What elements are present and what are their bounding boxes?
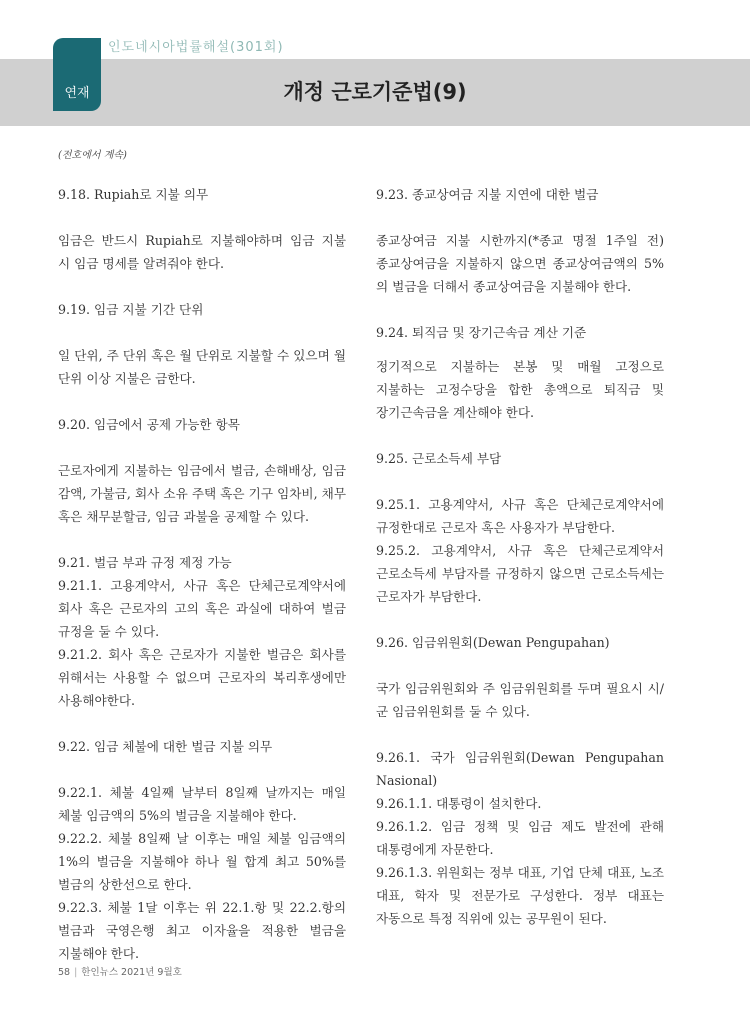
spacer xyxy=(58,390,346,413)
spacer xyxy=(376,654,664,677)
paragraph: 9.25.2. 고용계약서, 사규 혹은 단체근로계약서 근로소득세 부담자를 규정하지 않으면 근로소득세는 근로자가 부담한다. xyxy=(376,543,664,604)
section-heading: 9.19. 임금 지불 기간 단위 xyxy=(58,302,204,317)
section-heading: 9.18. Rupiah로 지불 의무 xyxy=(58,187,209,202)
paragraph: 9.26.1.1. 대통령이 설치한다. xyxy=(376,796,542,811)
paragraph: 9.26.1.3. 위원회는 정부 대표, 기업 단체 대표, 노조 대표, 학자 및 전문가로 구성한다. 정부 대표는 자동으로 특정 직위에 있는 공무원이 된다. xyxy=(376,865,664,926)
left-column xyxy=(58,183,346,965)
paragraph: 임금은 반드시 Rupiah로 지불해야하며 임금 지불 시 임금 명세를 알려줘야 한다. xyxy=(58,233,346,271)
paragraph: 일 단위, 주 단위 혹은 월 단위로 지불할 수 있으며 월 단위 이상 지불은 금한다. xyxy=(58,348,346,386)
spacer xyxy=(58,712,346,735)
spacer xyxy=(376,344,664,355)
page-footer xyxy=(58,964,182,978)
paragraph: 9.26.1. 국가 임금위원회(Dewan Pengupahan Nasional) xyxy=(376,750,664,788)
series-badge-label: 연재 xyxy=(64,86,90,101)
spacer xyxy=(376,206,664,229)
spacer xyxy=(376,298,664,321)
page-title: 개정 근로기준법(9) xyxy=(283,80,467,104)
spacer xyxy=(58,758,346,781)
spacer xyxy=(58,528,346,551)
paragraph: 9.21.2. 회사 혹은 근로자가 지불한 벌금은 회사를 위해서는 사용할 수 없으며 근로자의 복리후생에만 사용해야한다. xyxy=(58,647,346,708)
series-label: 인도네시아법률해설(301회) xyxy=(108,40,284,55)
section-heading: 9.25. 근로소득세 부담 xyxy=(376,451,502,466)
paragraph: 종교상여금 지불 시한까지(*종교 명절 1주일 전) 종교상여금을 지불하지 않으면 종교상여금액의 5%의 벌금을 더해서 종교상여금을 지불해야 한다. xyxy=(376,233,664,294)
continued-note: (전호에서 계속) xyxy=(58,150,127,161)
section-heading: 9.23. 종교상여금 지불 지연에 대한 벌금 xyxy=(376,187,599,202)
spacer xyxy=(376,424,664,447)
spacer xyxy=(376,723,664,746)
paragraph: 9.21.1. 고용계약서, 사규 혹은 단체근로계약서에 회사 혹은 근로자의 고의 혹은 과실에 대하여 벌금 규정을 둘 수 있다. xyxy=(58,578,346,639)
spacer xyxy=(58,206,346,229)
spacer xyxy=(58,275,346,298)
page-number: 58 xyxy=(58,967,71,978)
footer-divider: | xyxy=(74,967,78,978)
publication-name: 한인뉴스 2021년 9월호 xyxy=(81,967,182,978)
section-heading: 9.24. 퇴직금 및 장기근속금 계산 기준 xyxy=(376,325,587,340)
spacer xyxy=(58,436,346,459)
paragraph: 정기적으로 지불하는 본봉 및 매월 고정으로 지불하는 고정수당을 합한 총액으로 퇴직금 및 장기근속금을 계산해야 한다. xyxy=(376,359,664,420)
paragraph: 9.22.2. 체불 8일째 날 이후는 매일 체불 임금액의 1%의 벌금을 지불해야 하나 월 합계 최고 50%를 벌금의 상한선으로 한다. xyxy=(58,831,346,892)
spacer xyxy=(376,470,664,493)
section-heading: 9.20. 임금에서 공제 가능한 항목 xyxy=(58,417,240,432)
paragraph: 근로자에게 지불하는 임금에서 벌금, 손해배상, 임금 감액, 가불금, 회사 소유 주택 혹은 기구 임차비, 채무 혹은 채무분할금, 임금 과불을 공제할 수 있다. xyxy=(58,463,346,524)
section-heading: 9.22. 임금 체불에 대한 벌금 지불 의무 xyxy=(58,739,273,754)
spacer xyxy=(376,608,664,631)
paragraph: 9.25.1. 고용계약서, 사규 혹은 단체근로계약서에 규정한대로 근로자 혹은 사용자가 부담한다. xyxy=(376,497,664,535)
spacer xyxy=(58,321,346,344)
paragraph: 9.26.1.2. 임금 정책 및 임금 제도 발전에 관해 대통령에게 자문한다. xyxy=(376,819,664,857)
paragraph: 9.22.1. 체불 4일째 날부터 8일째 날까지는 매일 체불 임금액의 5%의 벌금을 지불해야 한다. xyxy=(58,785,346,823)
section-heading: 9.26. 임금위원회(Dewan Pengupahan) xyxy=(376,635,610,650)
paragraph: 9.22.3. 체불 1달 이후는 위 22.1.항 및 22.2.항의 벌금과 국영은행 최고 이자율을 적용한 벌금을 지불해야 한다. xyxy=(58,900,346,961)
paragraph: 국가 임금위원회와 주 임금위원회를 두며 필요시 시/군 임금위원회를 둘 수 있다. xyxy=(376,681,664,719)
right-column xyxy=(376,183,664,930)
section-heading: 9.21. 벌금 부과 규정 제정 가능 xyxy=(58,555,232,570)
series-badge xyxy=(53,38,101,111)
